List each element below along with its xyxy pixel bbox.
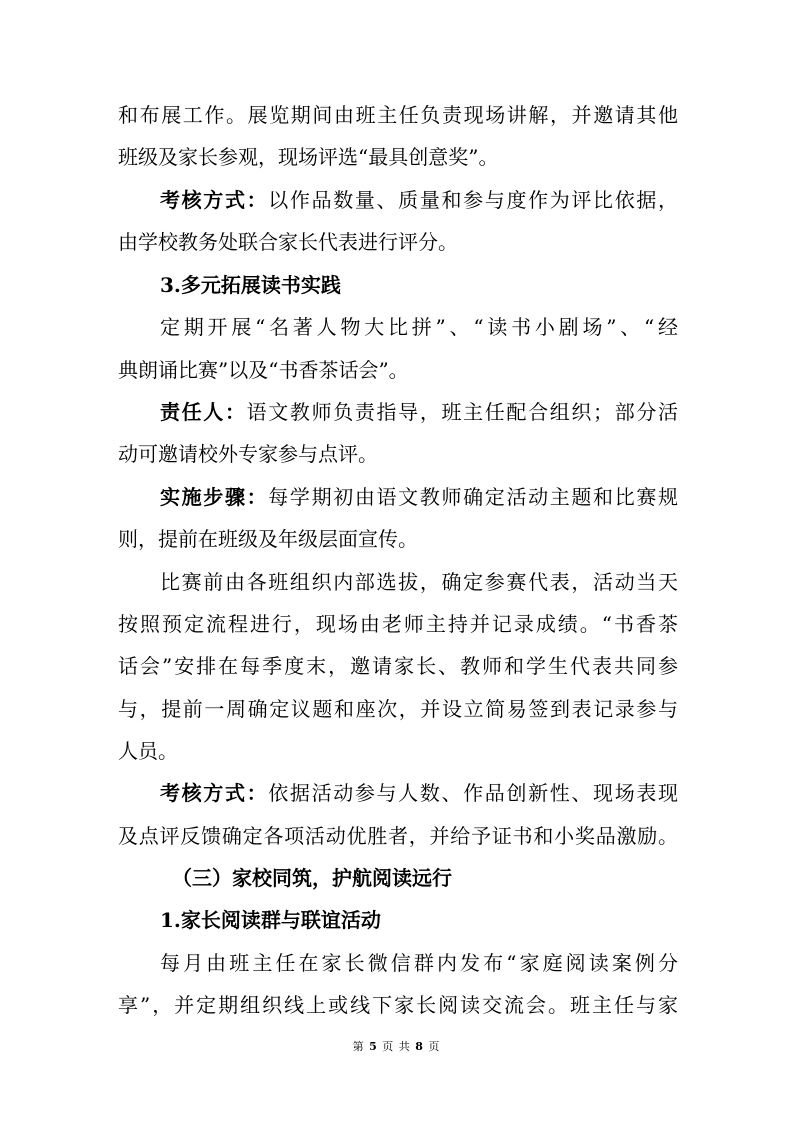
assessment-text: 以作品数量、质量和参与度作为评比依据， [268, 188, 679, 212]
paragraph-line: 话会”安排在每季度末，邀请家长、教师和学生代表共同参 [118, 654, 678, 678]
paragraph-line: 按照预定流程进行，现场由老师主持并记录成绩。“书香茶 [118, 612, 678, 636]
paragraph-line: 由学校教务处联合家长代表进行评分。 [118, 230, 458, 254]
responsible-label: 责任人： [160, 400, 247, 424]
section-heading-reading-practice: 3.多元拓展读书实践 [160, 273, 341, 297]
assessment-label: 考核方式： [160, 188, 269, 212]
responsible-line [160, 392, 678, 432]
paragraph-line: 及点评反馈确定各项活动优胜者，并给予证书和小奖品激励。 [118, 824, 678, 848]
paragraph-line: 和布展工作。展览期间由班主任负责现场讲解，并邀请其他 [118, 103, 678, 127]
paragraph-line: 动可邀请校外专家参与点评。 [118, 442, 378, 466]
paragraph-line: 定期开展“名著人物大比拼”、“读书小剧场”、“经 [160, 315, 678, 339]
section-heading-parent-group: 1.家长阅读群与联谊活动 [160, 908, 381, 932]
assessment-label: 考核方式： [160, 781, 269, 805]
paragraph-line: 则，提前在班级及年级层面宣传。 [118, 527, 418, 551]
steps-text: 每学期初由语文教师确定活动主题和比赛规 [268, 485, 679, 509]
responsible-text: 语文教师负责指导，班主任配合组织；部分活 [246, 400, 679, 424]
paragraph-line: 每月由班主任在家长微信群内发布“家庭阅读案例分 [160, 951, 678, 975]
total-page-number: 8 [415, 1040, 424, 1053]
paragraph-line: 人员。 [118, 739, 178, 763]
section-heading-home-school: （三）家校同筑，护航阅读远行 [172, 866, 452, 890]
footer-prefix: 第 [352, 1040, 365, 1053]
steps-line [160, 477, 678, 517]
assessment-line [160, 180, 678, 220]
paragraph-line: 与，提前一周确定议题和座次，并设立简易签到表记录参与 [118, 697, 678, 721]
page-number-footer [0, 1038, 793, 1054]
footer-suffix: 页 [428, 1040, 441, 1053]
paragraph-line: 享”，并定期组织线上或线下家长阅读交流会。班主任与家 [118, 993, 678, 1017]
assessment-line [160, 773, 678, 813]
assessment-text: 依据活动参与人数、作品创新性、现场表现 [268, 781, 679, 805]
current-page-number: 5 [369, 1040, 378, 1053]
steps-label: 实施步骤： [160, 485, 269, 509]
paragraph-line: 比赛前由各班组织内部选拔，确定参赛代表，活动当天 [160, 570, 678, 594]
paragraph-line: 典朗诵比赛”以及“书香茶话会”。 [118, 358, 409, 382]
paragraph-line: 班级及家长参观，现场评选“最具创意奖”。 [118, 145, 499, 169]
footer-middle: 页 共 [382, 1040, 411, 1053]
